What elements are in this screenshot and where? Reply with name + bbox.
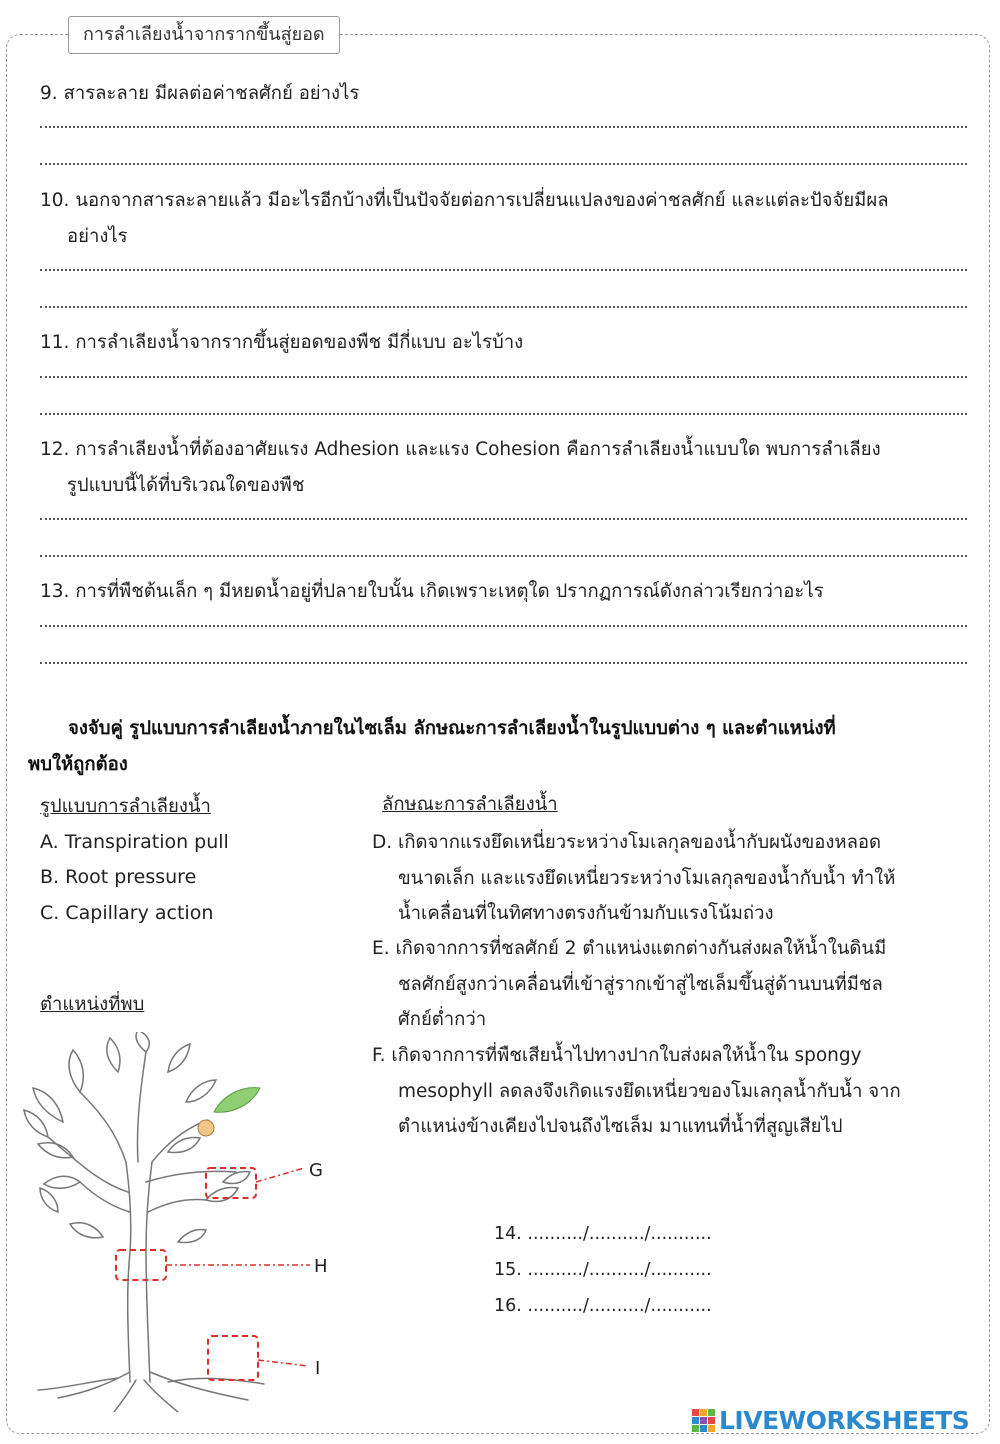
question-13 — [40, 574, 970, 610]
answer-line[interactable] — [40, 269, 967, 271]
characteristic-f — [372, 1038, 952, 1145]
characteristic-e — [372, 931, 952, 1038]
question-number: 9. — [40, 83, 58, 104]
instruction-line: พบให้ถูกต้อง — [28, 754, 128, 775]
answer-line[interactable] — [40, 306, 967, 308]
question-12 — [40, 432, 970, 504]
answer-line[interactable] — [40, 662, 967, 664]
characteristic-line: ตำแหน่งข้างเคียงไปจนถึงไซเล็ม มาแทนที่น้ำที่สูญเสียไป — [398, 1116, 843, 1137]
type-option-a: A. Transpiration pull — [40, 831, 229, 853]
leaf-icon — [214, 1088, 260, 1113]
characteristic-line: น้ำเคลื่อนที่ในทิศทางตรงกันข้ามกับแรงโน้มถ่วง — [398, 903, 774, 924]
leader-line-g — [256, 1168, 304, 1182]
answer-line[interactable] — [40, 625, 967, 627]
question-number: 12. — [40, 439, 70, 460]
characteristic-line: ศักย์ต่ำกว่า — [398, 1009, 487, 1030]
position-label-h: H — [314, 1256, 328, 1277]
matching-instruction — [28, 711, 958, 783]
answer-line[interactable] — [40, 126, 967, 128]
answer-16[interactable]: 16. ........../........../........... — [494, 1296, 712, 1316]
liveworksheets-logo — [692, 1406, 969, 1434]
type-option-c: C. Capillary action — [40, 902, 214, 924]
answer-15[interactable]: 15. ........../........../........... — [494, 1260, 712, 1280]
position-box-i[interactable] — [208, 1336, 258, 1380]
types-heading: รูปแบบการลำเลียงน้ำ — [40, 796, 211, 817]
answer-14[interactable]: 14. ........../........../........... — [494, 1224, 712, 1244]
question-text-cont: อย่างไร — [67, 226, 128, 247]
characteristic-line: ขนาดเล็ก และแรงยึดเหนี่ยวระหว่างโมเลกุลของน้ำกับน้ำ ทำให้ — [398, 867, 896, 889]
question-11 — [40, 325, 970, 361]
characteristic-line: F. เกิดจากการที่พืชเสียน้ำไปทางปากใบส่งผลให้น้ำใน spongy — [372, 1045, 862, 1066]
liveworksheets-logo-icon — [692, 1409, 715, 1432]
position-label-g: G — [309, 1160, 323, 1181]
characteristic-d — [372, 825, 952, 932]
characteristic-line: E. เกิดจากการที่ชลศักย์ 2 ตำแหน่งแตกต่างกันส่งผลให้น้ำในดินมี — [372, 938, 887, 959]
plant-drawing — [24, 1032, 264, 1412]
fruit-icon — [198, 1120, 214, 1136]
characteristic-line: mesophyll ลดลงจึงเกิดแรงยึดเหนี่ยวของโมเลกุลน้ำกับน้ำ จาก — [398, 1080, 901, 1102]
positions-heading: ตำแหน่งที่พบ — [40, 994, 145, 1015]
characteristic-line: ชลศักย์สูงกว่าเคลื่อนที่เข้าสู่รากเข้าสู่ไซเล็มขึ้นสู่ด้านบนที่มีชล — [398, 973, 883, 995]
question-text: นอกจากสารละลายแล้ว มีอะไรอีกบ้างที่เป็นปัจจัยต่อการเปลี่ยนแปลงของค่าชลศักย์ และแต่ละปัจจัยมีผล — [75, 190, 889, 211]
question-9 — [40, 76, 970, 112]
question-number: 10. — [40, 190, 70, 211]
instruction-line: จงจับคู่ รูปแบบการลำเลียงน้ำภายในไซเล็ม ลักษณะการลำเลียงน้ำในรูปแบบต่าง ๆ และตำแหน่งที่ — [68, 718, 836, 739]
leader-line-i — [258, 1360, 308, 1366]
position-box-h[interactable] — [116, 1250, 166, 1280]
answer-line[interactable] — [40, 518, 967, 520]
plant-diagram — [18, 1032, 358, 1412]
type-option-b: B. Root pressure — [40, 866, 197, 888]
question-text: การลำเลียงน้ำจากรากขึ้นสู่ยอดของพืช มีกี่แบบ อะไรบ้าง — [75, 332, 524, 353]
answer-line[interactable] — [40, 555, 967, 557]
question-text: สารละลาย มีผลต่อค่าชลศักย์ อย่างไร — [63, 83, 360, 104]
answer-line[interactable] — [40, 376, 967, 378]
question-text: การที่พืชต้นเล็ก ๆ มีหยดน้ำอยู่ที่ปลายใบนั้น เกิดเพราะเหตุใด ปรากฏการณ์ดังกล่าวเรียกว่าอะไร — [75, 581, 824, 602]
characteristics-heading: ลักษณะการลำเลียงน้ำ — [382, 794, 558, 815]
position-label-i: I — [315, 1358, 321, 1379]
characteristic-line: D. เกิดจากแรงยึดเหนี่ยวระหว่างโมเลกุลของน้ำกับผนังของหลอด — [372, 832, 882, 853]
answer-line[interactable] — [40, 413, 967, 415]
question-text-cont: รูปแบบนี้ได้ที่บริเวณใดของพืช — [67, 475, 305, 496]
answer-line[interactable] — [40, 163, 967, 165]
question-10 — [40, 183, 970, 255]
logo-text: LIVEWORKSHEETS — [719, 1405, 970, 1435]
question-text: การลำเลียงน้ำที่ต้องอาศัยแรง Adhesion และแรง Cohesion คือการลำเลียงน้ำแบบใด พบการลำเลียง — [75, 439, 881, 460]
page-title: การลำเลียงน้ำจากรากขึ้นสู่ยอด — [68, 16, 340, 54]
question-number: 13. — [40, 581, 70, 602]
question-number: 11. — [40, 332, 70, 353]
